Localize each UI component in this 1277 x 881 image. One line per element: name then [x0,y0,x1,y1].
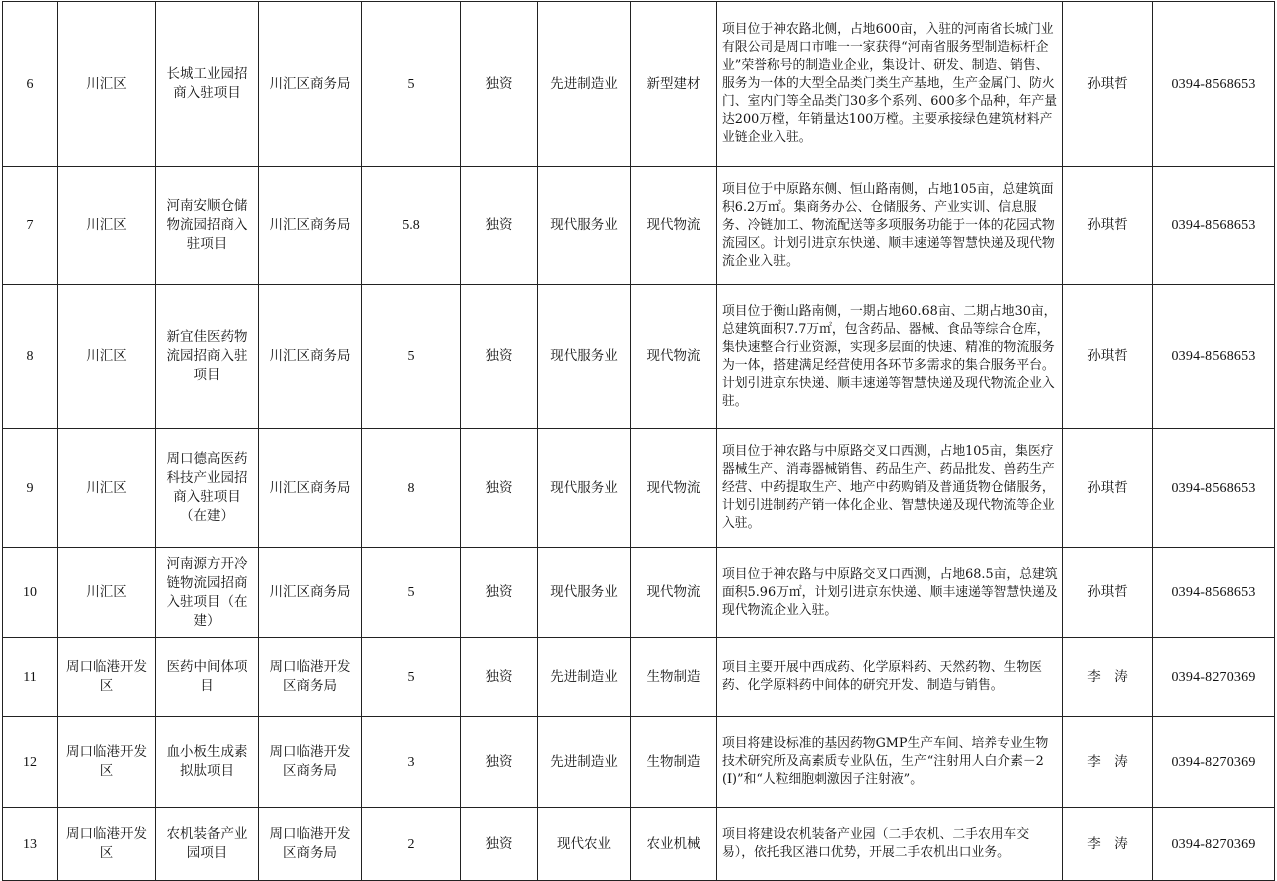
industry-cell: 先进制造业 [538,717,631,808]
district-cell: 周口临港开发区 [58,717,156,808]
industry-cell: 现代服务业 [538,429,631,548]
sector-cell: 现代物流 [631,429,717,548]
cooperation-mode-cell: 独资 [461,638,538,717]
project-name-cell: 长城工业园招商入驻项目 [156,2,259,167]
contact-person-cell: 李 涛 [1063,638,1153,717]
contact-phone-cell: 0394-8270369 [1153,717,1275,808]
project-description-cell: 项目位于衡山路南侧，一期占地60.68亩、二期占地30亩，总建筑面积7.7万㎡，包含药品、器械、食品等综合仓库，集快速整合行业资源，实现多层面的快速、精准的物流服务为一体，搭建满足经营使用各环节多需求的集合服务平台。计划引进京东快递、顺丰速递等智慧快递及现代物流企业入驻。 [717,285,1063,429]
department-cell: 川汇区商务局 [259,2,362,167]
investment-amount-cell: 8 [362,429,461,548]
investment-amount-cell: 5.8 [362,167,461,285]
contact-phone-cell: 0394-8568653 [1153,285,1275,429]
department-cell: 周口临港开发区商务局 [259,717,362,808]
industry-cell: 现代农业 [538,808,631,881]
industry-cell: 现代服务业 [538,167,631,285]
table-row [3,167,1275,285]
row-number-cell: 10 [3,548,58,638]
investment-amount-cell: 5 [362,285,461,429]
district-cell: 周口临港开发区 [58,638,156,717]
sector-cell: 农业机械 [631,808,717,881]
industry-cell: 现代服务业 [538,548,631,638]
investment-projects-table [2,1,1275,881]
industry-cell: 现代服务业 [538,285,631,429]
cooperation-mode-cell: 独资 [461,808,538,881]
project-description-cell: 项目位于中原路东侧、恒山路南侧，占地105亩，总建筑面积6.2万㎡。集商务办公、仓储服务、产业实训、信息服务、冷链加工、物流配送等多项服务功能于一体的花园式物流园区。计划引进京东快递、顺丰速递等智慧快递及现代物流企业入驻。 [717,167,1063,285]
project-name-cell: 血小板生成素拟肽项目 [156,717,259,808]
contact-person-cell: 李 涛 [1063,808,1153,881]
contact-person-cell: 孙琪哲 [1063,285,1153,429]
project-description-cell: 项目将建设标准的基因药物GMP生产车间、培养专业生物技术研究所及高素质专业队伍，生产“注射用人白介素－2(Ⅰ)”和“人粒细胞刺激因子注射液”。 [717,717,1063,808]
project-description-cell: 项目位于神农路北侧，占地600亩，入驻的河南省长城门业有限公司是周口市唯一一家获得“河南省服务型制造标杆企业”荣誉称号的制造业企业，集设计、研发、制造、销售、服务为一体的大型全品类门类生产基地，生产金属门、防火门、室内门等全品类门30多个系列、600多个品种，年产量达200万樘，年销量达100万樘。主要承接绿色建筑材料产业链企业入驻。 [717,2,1063,167]
contact-person-cell: 李 涛 [1063,717,1153,808]
district-cell: 川汇区 [58,548,156,638]
cooperation-mode-cell: 独资 [461,167,538,285]
project-name-cell: 河南安顺仓储物流园招商入驻项目 [156,167,259,285]
project-name-cell: 新宜佳医药物流园招商入驻项目 [156,285,259,429]
table-body [3,2,1275,881]
district-cell: 川汇区 [58,2,156,167]
department-cell: 川汇区商务局 [259,548,362,638]
contact-phone-cell: 0394-8270369 [1153,638,1275,717]
contact-phone-cell: 0394-8568653 [1153,167,1275,285]
department-cell: 周口临港开发区商务局 [259,808,362,881]
sector-cell: 现代物流 [631,167,717,285]
district-cell: 川汇区 [58,285,156,429]
project-name-cell: 农机装备产业园项目 [156,808,259,881]
contact-phone-cell: 0394-8568653 [1153,2,1275,167]
sector-cell: 生物制造 [631,638,717,717]
industry-cell: 先进制造业 [538,2,631,167]
cooperation-mode-cell: 独资 [461,717,538,808]
contact-phone-cell: 0394-8568653 [1153,548,1275,638]
row-number-cell: 6 [3,2,58,167]
table-row [3,285,1275,429]
project-description-cell: 项目位于神农路与中原路交叉口西测，占地68.5亩，总建筑面积5.96万㎡，计划引进京东快递、顺丰速递等智慧快递及现代物流企业入驻。 [717,548,1063,638]
investment-amount-cell: 5 [362,638,461,717]
project-name-cell: 医药中间体项目 [156,638,259,717]
row-number-cell: 11 [3,638,58,717]
industry-cell: 先进制造业 [538,638,631,717]
project-name-cell: 河南源方开冷链物流园招商入驻项目（在建） [156,548,259,638]
investment-amount-cell: 3 [362,717,461,808]
investment-amount-cell: 5 [362,548,461,638]
department-cell: 川汇区商务局 [259,429,362,548]
sector-cell: 现代物流 [631,548,717,638]
cooperation-mode-cell: 独资 [461,429,538,548]
row-number-cell: 12 [3,717,58,808]
table-row [3,2,1275,167]
sector-cell: 生物制造 [631,717,717,808]
contact-person-cell: 孙琪哲 [1063,548,1153,638]
row-number-cell: 7 [3,167,58,285]
contact-person-cell: 孙琪哲 [1063,167,1153,285]
cooperation-mode-cell: 独资 [461,285,538,429]
table-row [3,638,1275,717]
cooperation-mode-cell: 独资 [461,2,538,167]
sector-cell: 新型建材 [631,2,717,167]
project-description-cell: 项目位于神农路与中原路交叉口西测，占地105亩，集医疗器械生产、消毒器械销售、药品生产、药品批发、兽药生产经营、中药提取生产、地产中药购销及普通货物仓储服务，计划引进制药产销一体化企业、智慧快递及现代物流等企业入驻。 [717,429,1063,548]
row-number-cell: 8 [3,285,58,429]
sector-cell: 现代物流 [631,285,717,429]
row-number-cell: 13 [3,808,58,881]
district-cell: 川汇区 [58,429,156,548]
table-row [3,548,1275,638]
project-description-cell: 项目将建设农机装备产业园（二手农机、二手农用车交易），依托我区港口优势，开展二手农机出口业务。 [717,808,1063,881]
district-cell: 周口临港开发区 [58,808,156,881]
contact-phone-cell: 0394-8270369 [1153,808,1275,881]
cooperation-mode-cell: 独资 [461,548,538,638]
table-row [3,717,1275,808]
department-cell: 川汇区商务局 [259,285,362,429]
row-number-cell: 9 [3,429,58,548]
table-row [3,808,1275,881]
investment-amount-cell: 2 [362,808,461,881]
table-row [3,429,1275,548]
department-cell: 川汇区商务局 [259,167,362,285]
district-cell: 川汇区 [58,167,156,285]
department-cell: 周口临港开发区商务局 [259,638,362,717]
contact-phone-cell: 0394-8568653 [1153,429,1275,548]
contact-person-cell: 孙琪哲 [1063,2,1153,167]
contact-person-cell: 孙琪哲 [1063,429,1153,548]
project-description-cell: 项目主要开展中西成药、化学原料药、天然药物、生物医药、化学原料药中间体的研究开发、制造与销售。 [717,638,1063,717]
project-name-cell: 周口德高医药科技产业园招商入驻项目（在建） [156,429,259,548]
investment-amount-cell: 5 [362,2,461,167]
